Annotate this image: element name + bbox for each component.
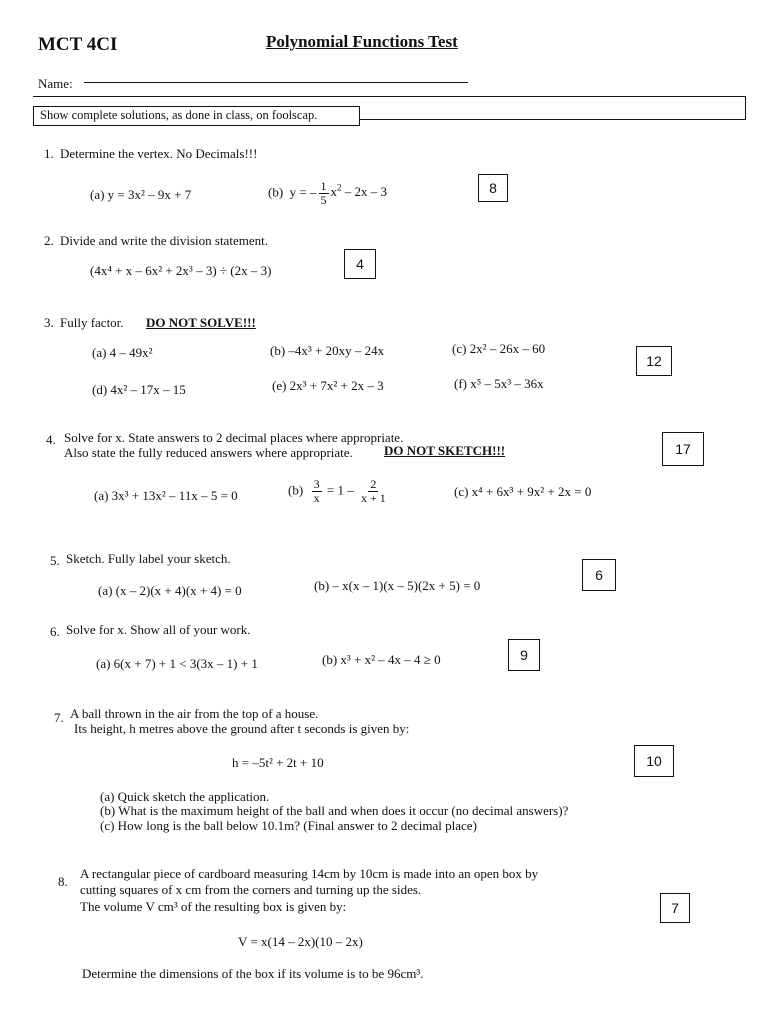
question-5a: (a) (x – 2)(x + 4)(x + 4) = 0 [98, 583, 242, 598]
question-3f: (f) x⁵ – 5x³ – 36x [454, 376, 544, 391]
page-title: Polynomial Functions Test [266, 32, 458, 51]
question-3-emphasis: DO NOT SOLVE!!! [146, 315, 256, 330]
fraction-3-over-x: $\frac{3}{x}$ [313, 477, 320, 505]
question-5-number: 5. [50, 553, 60, 568]
question-4-prompt: Solve for x. State answers to 2 decimal places where appropriate. [64, 430, 404, 445]
question-6-prompt: Solve for x. Show all of your work. [66, 622, 251, 637]
question-4-emphasis: DO NOT SKETCH!!! [384, 443, 506, 458]
question-8-number: 8. [58, 874, 68, 889]
question-8-prompt-2: cutting squares of x cm from the corners and turning up the sides. [80, 882, 422, 897]
question-3b: (b) –4x³ + 20xy – 24x [270, 343, 385, 358]
fraction-one-fifth: $\frac{1}{5}$ [320, 179, 327, 207]
question-8-prompt: A rectangular piece of cardboard measuring 14cm by 10cm is made into an open box by [80, 866, 539, 881]
question-3a: (a) 4 – 49x² [92, 345, 153, 360]
question-4b: (b) $\frac{3}{x}$ = 1 – $\frac{2}{x + 1}$ [288, 477, 386, 505]
question-3e: (e) 2x³ + 7x² + 2x – 3 [272, 378, 384, 393]
question-3d: (d) 4x² – 17x – 15 [92, 382, 186, 397]
fraction-2-over-x-plus-1: $\frac{2}{x + 1}$ [361, 477, 386, 505]
question-8-equation: V = x(14 – 2x)(10 – 2x) [238, 934, 363, 949]
question-4-prompt-2: Also state the fully reduced answers where appropriate. [64, 445, 353, 460]
question-3-number: 3. [44, 315, 54, 330]
question-5-prompt: Sketch. Fully label your sketch. [66, 551, 231, 566]
question-1b: (b) y = – $\frac{1}{5}$ $x^2 - 2x - 3$ [268, 179, 387, 207]
marks-box-q2: 4 [344, 249, 376, 279]
question-4c: (c) x⁴ + 6x³ + 9x² + 2x = 0 [454, 484, 592, 499]
question-3-prompt: Fully factor. [60, 315, 124, 330]
question-7b: (b) What is the maximum height of the ball and when does it occur (no decimal answers)? [100, 803, 569, 818]
question-4-number: 4. [46, 432, 56, 447]
question-4a: (a) 3x³ + 13x² – 11x – 5 = 0 [94, 488, 238, 503]
name-underline [84, 82, 468, 83]
course-code: MCT 4CI [38, 34, 118, 55]
marks-box-q7: 10 [634, 745, 674, 777]
marks-box-q3: 12 [636, 346, 672, 376]
question-2-expression: (4x⁴ + x – 6x² + 2x³ – 3) ÷ (2x – 3) [90, 263, 272, 278]
question-6b: (b) x³ + x² – 4x – 4 ≥ 0 [322, 652, 441, 667]
question-1-number: 1. [44, 146, 54, 161]
question-5b: (b) – x(x – 1)(x – 5)(2x + 5) = 0 [314, 578, 481, 593]
question-8-prompt-3: The volume V cm³ of the resulting box is given by: [80, 899, 347, 914]
question-6a: (a) 6(x + 7) + 1 < 3(3x – 1) + 1 [96, 656, 258, 671]
question-2-number: 2. [44, 233, 54, 248]
question-7-number: 7. [54, 710, 64, 725]
question-7a: (a) Quick sketch the application. [100, 789, 270, 804]
question-1-prompt: Determine the vertex. No Decimals!!! [60, 146, 258, 161]
question-7-prompt-2: Its height, h metres above the ground after t seconds is given by: [74, 721, 410, 736]
question-7c: (c) How long is the ball below 10.1m? (Final answer to 2 decimal place) [100, 818, 477, 833]
marks-box-q4: 17 [662, 432, 704, 466]
marks-box-q1: 8 [478, 174, 508, 202]
question-2-prompt: Divide and write the division statement. [60, 233, 268, 248]
marks-box-q6: 9 [508, 639, 540, 671]
marks-box-q8: 7 [660, 893, 690, 923]
name-label: Name: [38, 76, 73, 91]
instruction-text: Show complete solutions, as done in class, on foolscap. [40, 108, 318, 122]
marks-box-q5: 6 [582, 559, 616, 591]
question-7-equation: h = –5t² + 2t + 10 [232, 755, 324, 770]
question-7-prompt: A ball thrown in the air from the top of a house. [70, 706, 319, 721]
question-1a: (a) y = 3x² – 9x + 7 [90, 187, 192, 202]
question-3c: (c) 2x² – 26x – 60 [452, 341, 546, 356]
question-8-closing: Determine the dimensions of the box if its volume is to be 96cm³. [82, 966, 424, 981]
question-6-number: 6. [50, 624, 60, 639]
